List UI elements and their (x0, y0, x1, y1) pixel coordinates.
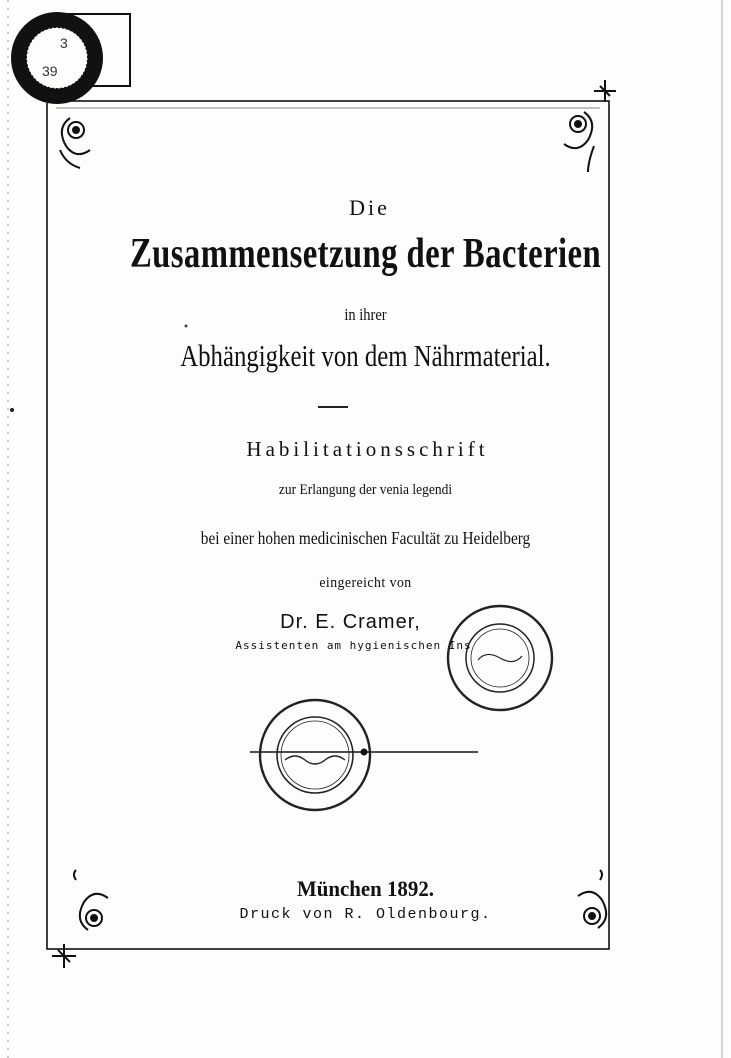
printer-line: Druck von R. Oldenbourg. (239, 906, 492, 923)
svg-text:3: 3 (60, 35, 68, 51)
main-title: Zusammensetzung der Bacterien (129, 231, 602, 277)
accademia-medica-stamp-icon (260, 700, 370, 810)
place-year: München 1892. (296, 876, 435, 901)
purpose-line: zur Erlangung der venia legendi (278, 482, 453, 498)
short-divider (318, 406, 348, 408)
submitted-by-line: eingereicht von (319, 575, 412, 591)
divider-ornament-icon (250, 749, 478, 755)
library-stamp-icon (11, 12, 130, 104)
subtitle: Abhängigkeit von dem Nährmaterial. (180, 338, 551, 373)
author-name: Dr. E. Cramer, (280, 611, 421, 633)
corner-ornament-top-left-icon (60, 118, 90, 168)
thesis-type: Habilitationsschrift (246, 437, 489, 461)
faculty-line: bei einer hohen medicinischen Facultät zu Heidelberg (200, 528, 531, 548)
title-connector: in ihrer (344, 305, 387, 324)
svg-text:39: 39 (42, 63, 58, 79)
author-position: Assistenten am hygienischen Ins (235, 639, 472, 652)
title-line-die: Die (349, 195, 390, 220)
